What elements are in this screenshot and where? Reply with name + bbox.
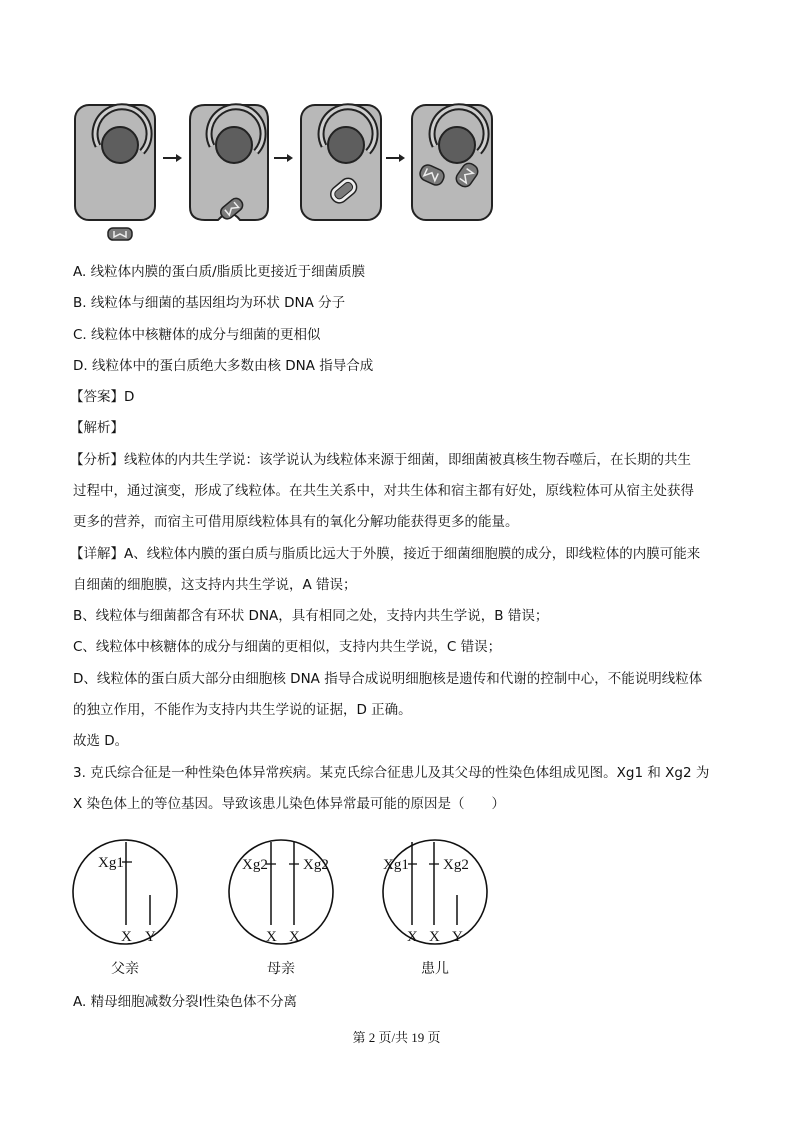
mother-chromosome-x: X [289,929,300,945]
option-a: A. 线粒体内膜的蛋白质/脂质比更接近于细菌质膜 [73,264,366,280]
page-footer: 第 2 页/共 19 页 [352,1030,441,1045]
sex-chromosome-figure [70,820,510,980]
child-cell [383,840,487,977]
bacterium-icon [108,228,132,240]
analysis-line: 过程中，通过演变，形成了线粒体。在共生关系中，对共生体和宿主都有好处，原线粒体可从宿主处获得 [73,483,694,499]
cell-stage-2 [190,105,268,221]
option-d: D. 线粒体中的蛋白质绝大多数由核 DNA 指导合成 [73,358,374,374]
option-c: C. 线粒体中核糖体的成分与细菌的更相似 [73,327,321,343]
arrow-icon [274,154,293,162]
child-chromosome-x: X [429,929,440,945]
detail-line: C、线粒体中核糖体的成分与细菌的更相似，支持内共生学说，C 错误； [73,639,502,655]
father-chromosome-y: Y [145,929,156,945]
cell-stage-1 [75,105,155,240]
father-caption: 父亲 [111,961,139,977]
question-3-option-a: A. 精母细胞减数分裂Ⅰ性染色体不分离 [73,994,298,1010]
father-gene-label: Xg1 [98,855,124,871]
answer: 【答案】D [70,389,135,405]
child-gene-label: Xg1 [383,857,409,873]
cell-stage-4 [412,105,492,220]
endosymbiosis-figure [70,95,500,245]
question-3-stem: 3. 克氏综合征是一种性染色体异常疾病。某克氏综合征患儿及其父母的性染色体组成见图。Xg1 和 Xg2 为 [73,765,710,781]
child-caption: 患儿 [421,961,449,977]
mother-caption: 母亲 [267,961,295,977]
detail-line: 【详解】A、线粒体内膜的蛋白质与脂质比远大于外膜，接近于细菌细胞膜的成分，即线粒体的内膜可能来 [70,546,701,562]
detail-line: D、线粒体的蛋白质大部分由细胞核 DNA 指导合成说明细胞核是遗传和代谢的控制中心，不能说明线粒体 [73,671,703,687]
detail-line: B、线粒体与细菌都含有环状 DNA，具有相同之处，支持内共生学说，B 错误； [73,608,549,624]
mother-gene-label: Xg2 [303,857,329,873]
mother-gene-label: Xg2 [242,857,268,873]
question-3-stem: X 染色体上的等位基因。导致该患儿染色体异常最可能的原因是（ ） [73,796,506,812]
cell-stage-3 [301,105,381,220]
arrow-icon [163,154,182,162]
mother-chromosome-x: X [266,929,277,945]
analysis-line: 更多的营养，而宿主可借用原线粒体具有的氧化分解功能获得更多的能量。 [73,514,519,530]
detail-line: 故选 D。 [73,733,129,749]
child-chromosome-y: Y [452,929,463,945]
detail-line: 自细菌的细胞膜，这支持内共生学说，A 错误； [73,577,357,593]
father-cell [73,840,177,977]
analysis-line: 【分析】线粒体的内共生学说：该学说认为线粒体来源于细菌，即细菌被真核生物吞噬后，在长期的共生 [70,452,691,468]
father-chromosome-x: X [121,929,132,945]
analysis-header: 【解析】 [70,420,124,436]
child-chromosome-x: X [407,929,418,945]
mother-cell [229,840,333,977]
child-gene-label: Xg2 [443,857,469,873]
option-b: B. 线粒体与细菌的基因组均为环状 DNA 分子 [73,295,346,311]
arrow-icon [386,154,405,162]
detail-line: 的独立作用，不能作为支持内共生学说的证据，D 正确。 [73,702,412,718]
